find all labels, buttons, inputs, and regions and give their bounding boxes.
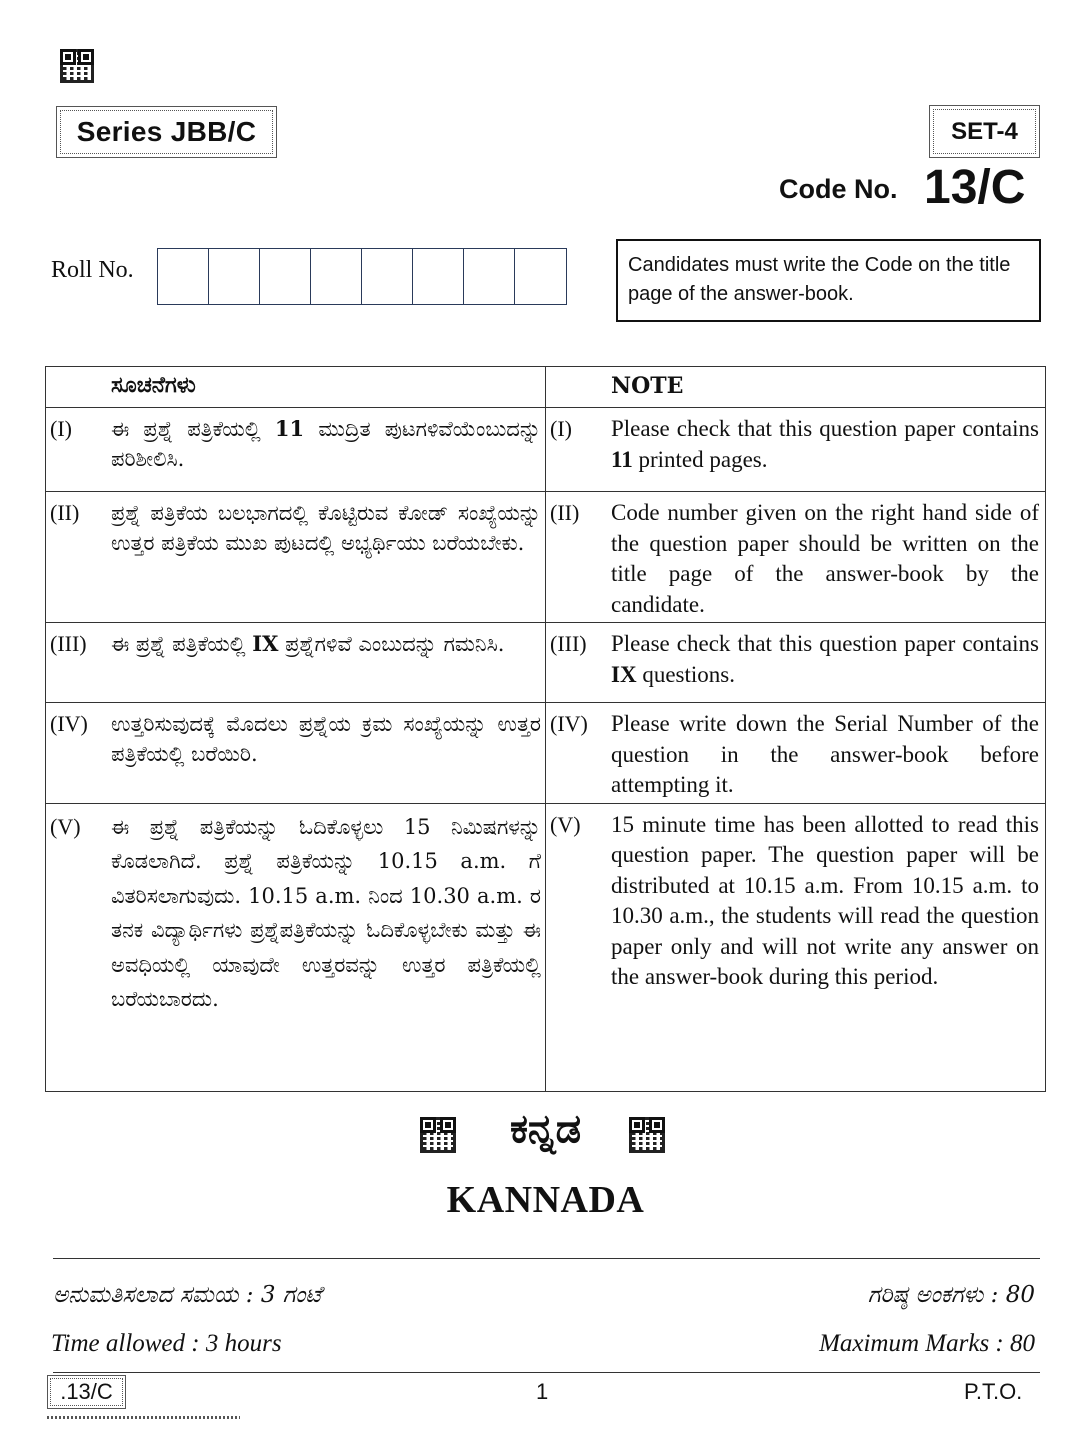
- row-number: (V): [50, 813, 81, 839]
- qr-code-icon: [629, 1117, 665, 1153]
- kannada-instruction: ಉತ್ತರಿಸುವುದಕ್ಕೆ ಮೊದಲು ಪ್ರಶ್ನೆಯ ಕ್ರಮ ಸಂಖ್ಯೆಯನ್ನು ಉತ್ತರ ಪತ್ರಿಕೆಯಲ್ಲಿ ಬರೆಯಿರಿ.: [111, 712, 541, 766]
- pto-label: P.T.O.: [964, 1379, 1023, 1404]
- qr-code-icon: [60, 49, 94, 83]
- table-header-row: [46, 367, 1046, 408]
- footer-code: .13/C: [50, 1378, 123, 1406]
- candidates-note: Candidates must write the Code on the title page of the answer-book.: [616, 239, 1041, 322]
- time-allowed-english: Time allowed : 3 hours: [51, 1330, 282, 1357]
- roll-digit-box[interactable]: [260, 249, 311, 304]
- roll-digit-box[interactable]: [413, 249, 464, 304]
- row-number: (II): [550, 500, 580, 525]
- table-row: [46, 492, 1046, 623]
- row-number: (V): [550, 811, 581, 837]
- row-number: (IV): [50, 711, 88, 736]
- english-note-heading: NOTE: [611, 373, 684, 399]
- series-box: [56, 106, 277, 158]
- subject-title-english: KANNADA: [446, 1179, 645, 1221]
- roll-digit-box[interactable]: [515, 249, 566, 304]
- roll-digit-box[interactable]: [362, 249, 413, 304]
- roll-number-label: Roll No.: [51, 257, 134, 283]
- divider: [53, 1258, 1040, 1259]
- row-number: (I): [550, 416, 572, 441]
- roll-digit-box[interactable]: [464, 249, 515, 304]
- table-row: [46, 703, 1046, 804]
- instructions-table: [45, 366, 1046, 1092]
- code-value: 13/C: [924, 161, 1026, 214]
- page-number: 1: [536, 1379, 549, 1404]
- english-instruction: 15 minute time has been allotted to read this question paper. The question paper will be distributed at 10.15 a.m. From 10.15 a.m. to 10.30 a.m., the students will read the question paper only and will not write any answer on the answer-book during this period.: [611, 811, 1039, 989]
- roll-digit-box[interactable]: [158, 249, 209, 304]
- roll-digit-box[interactable]: [311, 249, 362, 304]
- table-row: [46, 408, 1046, 492]
- table-row: [46, 803, 1046, 1091]
- kannada-instructions-heading: ಸೂಚನೆಗಳು: [111, 373, 196, 398]
- series-label: Series JBB/C: [60, 110, 273, 154]
- row-number: (II): [50, 500, 80, 525]
- table-row: [46, 623, 1046, 703]
- kannada-instruction: ಪ್ರಶ್ನೆ ಪತ್ರಿಕೆಯ ಬಲಭಾಗದಲ್ಲಿ ಕೊಟ್ಟಿರುವ ಕೋಡ್ ಸಂಖ್ಯೆಯನ್ನು ಉತ್ತರ ಪತ್ರಿಕೆಯ ಮುಖ ಪುಟದಲ್ಲಿ ಅಭ್ಯರ್ಥಿಯು ಬರೆಯಬೇಕು.: [111, 501, 541, 555]
- row-number: (III): [50, 631, 87, 656]
- english-instruction: Code number given on the right hand side of the question paper should be written on the title page of the answer-book by the candidate.: [611, 500, 1039, 617]
- roll-digit-box[interactable]: [209, 249, 260, 304]
- kannada-instruction: ಈ ಪ್ರಶ್ನೆ ಪತ್ರಿಕೆಯಲ್ಲಿ IX ಪ್ರಶ್ನೆಗಳಿವೆ ಎಂಬುದನ್ನು ಗಮನಿಸಿ.: [111, 631, 505, 656]
- maximum-marks-kannada: ಗರಿಷ್ಠ ಅಂಕಗಳು : 80: [867, 1282, 1035, 1308]
- subject-title-kannada: ಕನ್ನಡ: [509, 1106, 582, 1152]
- english-instruction: Please check that this question paper contains 11 printed pages.: [611, 416, 1039, 472]
- row-number: (III): [550, 631, 587, 656]
- footer-dotted-strip: [47, 1416, 240, 1419]
- code-label: Code No.: [779, 174, 898, 204]
- footer-code-box: [47, 1375, 126, 1409]
- roll-number-boxes[interactable]: [157, 248, 567, 305]
- row-number: (IV): [550, 711, 588, 736]
- set-label: SET-4: [933, 109, 1036, 154]
- set-box: [929, 105, 1040, 158]
- english-instruction: Please check that this question paper contains IX questions.: [611, 631, 1039, 687]
- row-number: (I): [50, 416, 72, 441]
- maximum-marks-english: Maximum Marks : 80: [819, 1330, 1035, 1357]
- kannada-instruction: ಈ ಪ್ರಶ್ನೆ ಪತ್ರಿಕೆಯನ್ನು ಓದಿಕೊಳ್ಳಲು 15 ನಿಮಿಷಗಳನ್ನು ಕೊಡಲಾಗಿದೆ. ಪ್ರಶ್ನೆ ಪತ್ರಿಕೆಯನ್ನು 10.15 a.m. ಗೆ ವಿತರಿಸಲಾಗುವುದು. 10.15 a.m. ನಿಂದ 10.30 a.m. ರ ತನಕ ವಿದ್ಯಾರ್ಥಿಗಳು ಪ್ರಶ್ನೆಪತ್ರಿಕೆಯನ್ನು ಓದಿಕೊಳ್ಳಬೇಕು ಮತ್ತು ಈ ಅವಧಿಯಲ್ಲಿ ಯಾವುದೇ ಉತ್ತರವನ್ನು ಉತ್ತರ ಪತ್ರಿಕೆಯಲ್ಲಿ ಬರೆಯಬಾರದು.: [111, 814, 541, 1011]
- time-allowed-kannada: ಅನುಮತಿಸಲಾದ ಸಮಯ : 3 ಗಂಟೆ: [53, 1282, 322, 1308]
- divider: [53, 1372, 1040, 1373]
- kannada-instruction: ಈ ಪ್ರಶ್ನೆ ಪತ್ರಿಕೆಯಲ್ಲಿ 11 ಮುದ್ರಿತ ಪುಟಗಳಿವೆಯೆಂಬುದನ್ನು ಪರಿಶೀಲಿಸಿ.: [111, 416, 542, 471]
- english-instruction: Please write down the Serial Number of the question in the answer-book before attempting it.: [611, 711, 1039, 797]
